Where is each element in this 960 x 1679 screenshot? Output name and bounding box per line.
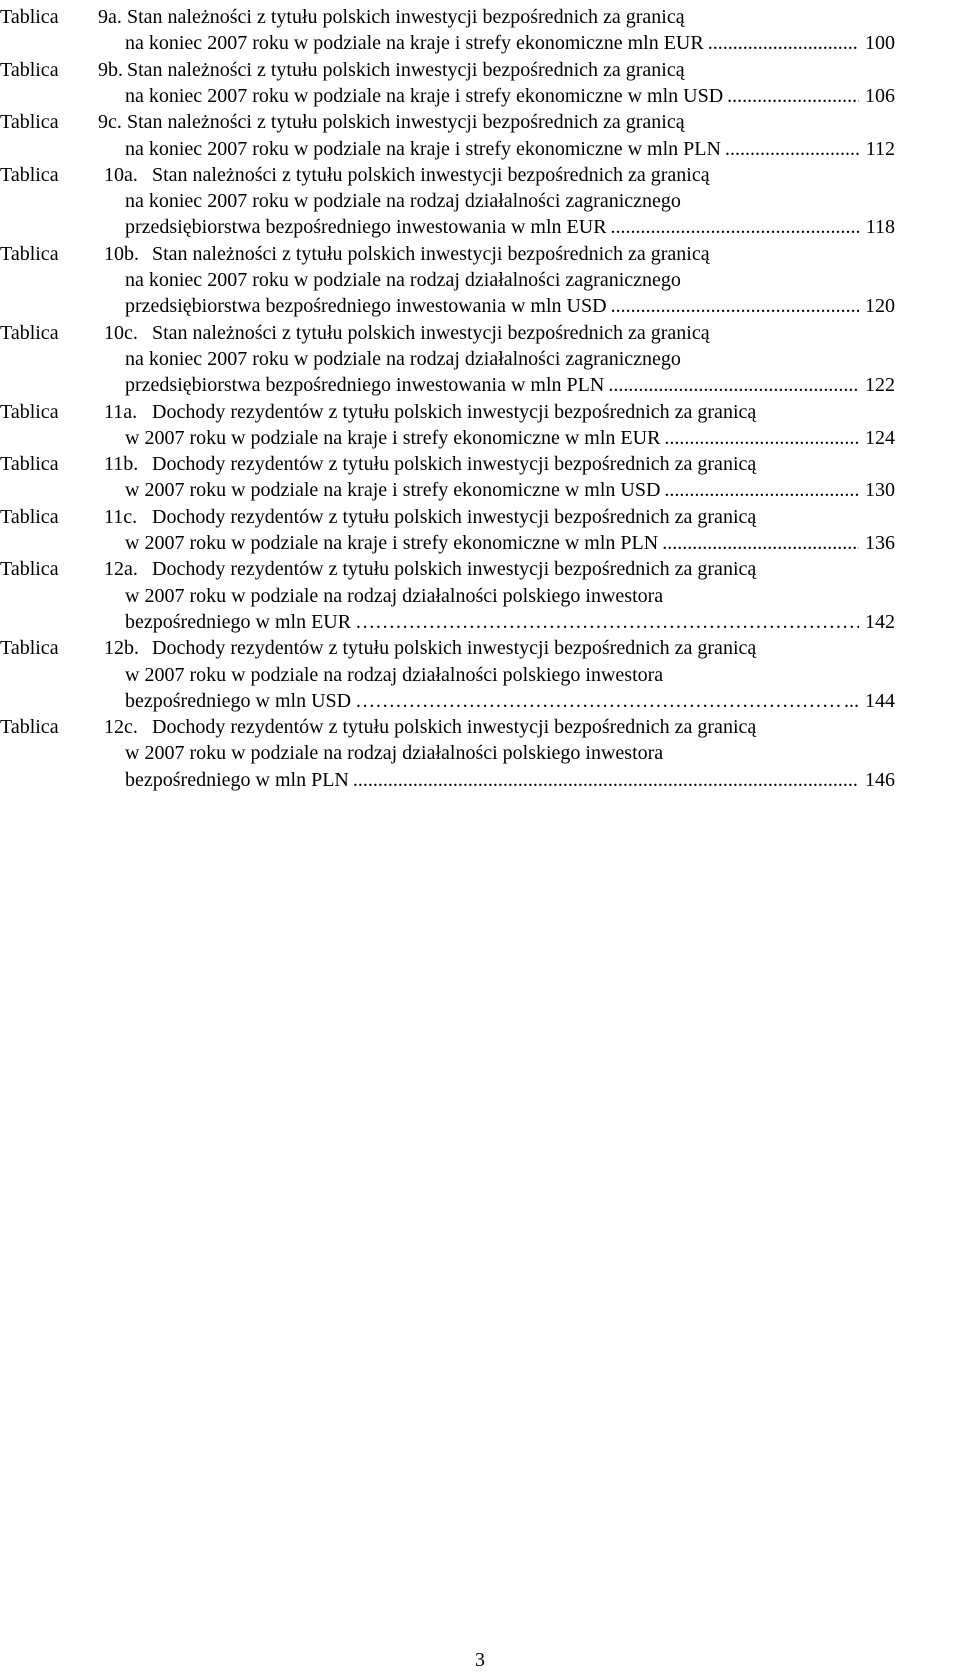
entry-keyword: Tablica: [0, 453, 59, 476]
page-ref: 130: [865, 479, 895, 502]
entry-keyword: Tablica: [0, 58, 59, 81]
dot-leader-tail: ...: [844, 689, 859, 712]
entry-title-line: na koniec 2007 roku w podziale na kraje i strefy ekonomiczne mln EUR: [125, 32, 704, 55]
entry-title-line: w 2007 roku w podziale na rodzaj działalności polskiego inwestora: [125, 663, 664, 686]
entry-number: 10a.: [104, 163, 138, 186]
page-ref: 124: [865, 426, 895, 449]
entry-keyword: Tablica: [0, 163, 59, 186]
entry-number: 12a.: [104, 558, 138, 581]
entry-number: 9a.: [98, 6, 122, 28]
page-ref: 122: [865, 374, 895, 397]
entry-title-line: na koniec 2007 roku w podziale na rodzaj działalności zagranicznego: [125, 190, 681, 213]
entry-title-line: Dochody rezydentów z tytułu polskich inwestycji bezpośrednich za granicą: [152, 400, 757, 423]
entry-title-line: Stan należności z tytułu polskich inwestycji bezpośrednich za granicą: [127, 6, 685, 28]
entry-keyword: Tablica: [0, 400, 59, 423]
entry-number: 12b.: [104, 637, 139, 660]
dot-leader: [353, 765, 859, 795]
entry-title-line: Dochody rezydentów z tytułu polskich inwestycji bezpośrednich za granicą: [152, 558, 757, 581]
entry-title-line: Stan należności z tytułu polskich inwestycji bezpośrednich za granicą: [152, 242, 710, 265]
entry-title-line: w 2007 roku w podziale na rodzaj działalności polskiego inwestora: [125, 742, 664, 765]
entry-title-line: przedsiębiorstwa bezpośredniego inwestowania w mln USD: [125, 295, 607, 318]
entry-title-line: w 2007 roku w podziale na kraje i strefy ekonomiczne w mln EUR: [125, 426, 661, 449]
page-ref: 146: [865, 768, 895, 791]
entry-keyword: Tablica: [0, 6, 59, 28]
entry-number: 9b.: [98, 58, 123, 81]
entry-keyword: Tablica: [0, 111, 59, 134]
entry-number: 11a.: [104, 400, 138, 423]
entry-title-line: Stan należności z tytułu polskich inwestycji bezpośrednich za granicą: [152, 321, 710, 344]
entry-title-line: na koniec 2007 roku w podziale na rodzaj działalności zagranicznego: [125, 269, 681, 291]
entry-number: 10b.: [104, 242, 139, 265]
page-ref: 112: [865, 137, 895, 160]
page-ref: 100: [865, 32, 895, 55]
entry-title-line: w 2007 roku w podziale na rodzaj działalności polskiego inwestora: [125, 584, 664, 607]
entry-title-line: Dochody rezydentów z tytułu polskich inwestycji bezpośrednich za granicą: [152, 505, 757, 528]
entry-title-line: na koniec 2007 roku w podziale na kraje i strefy ekonomiczne w mln USD: [125, 84, 724, 107]
page-ref: 142: [865, 610, 895, 633]
entry-title-line: w 2007 roku w podziale na kraje i strefy ekonomiczne w mln PLN: [125, 532, 659, 554]
entry-keyword: Tablica: [0, 716, 59, 739]
entry-title-line: Stan należności z tytułu polskich inwestycji bezpośrednich za granicą: [127, 111, 685, 134]
entry-title-line: przedsiębiorstwa bezpośredniego inwestowania w mln PLN: [125, 374, 605, 397]
page-ref: 118: [865, 216, 895, 239]
entry-number: 11b.: [104, 453, 139, 476]
page-ref: 106: [865, 84, 895, 107]
entry-title-line: Stan należności z tytułu polskich inwestycji bezpośrednich za granicą: [152, 163, 710, 186]
entry-title-line: na koniec 2007 roku w podziale na kraje i strefy ekonomiczne w mln PLN: [125, 137, 721, 160]
page-ref: 144: [865, 689, 895, 712]
entry-number: 9c.: [98, 111, 122, 134]
page-ref: 136: [865, 532, 895, 554]
entry-title-line: przedsiębiorstwa bezpośredniego inwestowania w mln EUR: [125, 216, 607, 239]
entry-number: 12c.: [104, 716, 138, 739]
entry-keyword: Tablica: [0, 242, 59, 265]
entry-keyword: Tablica: [0, 321, 59, 344]
entry-title-line: Dochody rezydentów z tytułu polskich inwestycji bezpośrednich za granicą: [152, 453, 757, 476]
entry-number: 11c.: [104, 505, 138, 528]
entry-title-line: na koniec 2007 roku w podziale na rodzaj działalności zagranicznego: [125, 347, 681, 370]
entry-keyword: Tablica: [0, 505, 59, 528]
page-ref: 120: [865, 295, 895, 318]
entry-number: 10c.: [104, 321, 138, 344]
entry-title-line: Dochody rezydentów z tytułu polskich inwestycji bezpośrednich za granicą: [152, 716, 757, 739]
entry-title-line: bezpośredniego w mln EUR: [125, 610, 352, 633]
entry-title-line: w 2007 roku w podziale na kraje i strefy ekonomiczne w mln USD: [125, 479, 661, 502]
entry-title-line: Stan należności z tytułu polskich inwestycji bezpośrednich za granicą: [127, 58, 685, 81]
entry-keyword: Tablica: [0, 637, 59, 660]
page-number: 3: [475, 1649, 485, 1671]
entry-title-line: bezpośredniego w mln USD: [125, 689, 352, 712]
entry-keyword: Tablica: [0, 558, 59, 581]
entry-title-line: bezpośredniego w mln PLN: [125, 768, 349, 791]
entry-title-line: Dochody rezydentów z tytułu polskich inwestycji bezpośrednich za granicą: [152, 637, 757, 660]
